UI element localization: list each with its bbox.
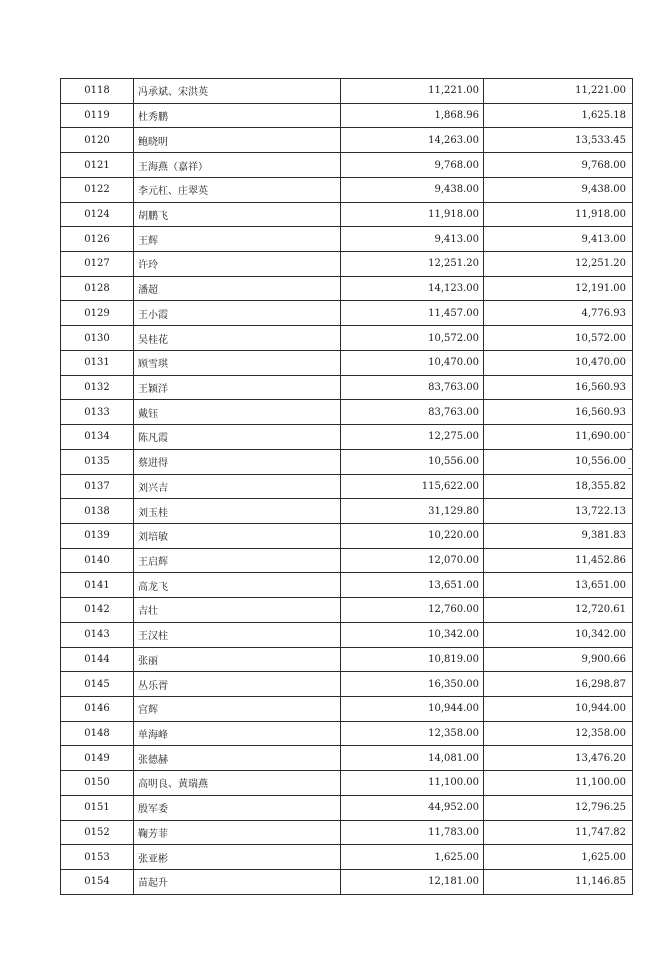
table-row <box>61 153 633 178</box>
paid-amount-cell: 11,690.00 <box>484 425 633 450</box>
holder-name-cell: 张德赫 <box>134 746 341 771</box>
account-code-cell: 0122 <box>61 177 134 202</box>
holder-name-cell: 刘兴吉 <box>134 474 341 499</box>
amount-cell: 31,129.80 <box>341 499 484 524</box>
account-code-cell: 0149 <box>61 746 134 771</box>
account-code-cell: 0140 <box>61 548 134 573</box>
amount-cell: 11,783.00 <box>341 820 484 845</box>
paid-amount-cell: 16,560.93 <box>484 375 633 400</box>
paid-amount-cell: 9,381.83 <box>484 523 633 548</box>
amount-cell: 10,220.00 <box>341 523 484 548</box>
account-code-cell: 0154 <box>61 870 134 895</box>
table-row <box>61 128 633 153</box>
amount-cell: 12,358.00 <box>341 721 484 746</box>
table-row <box>61 276 633 301</box>
amount-cell: 9,413.00 <box>341 227 484 252</box>
amount-cell: 11,100.00 <box>341 771 484 796</box>
account-code-cell: 0141 <box>61 573 134 598</box>
amount-cell: 14,123.00 <box>341 276 484 301</box>
holder-name-cell: 王辉 <box>134 227 341 252</box>
paid-amount-cell: 9,438.00 <box>484 177 633 202</box>
amount-cell: 9,438.00 <box>341 177 484 202</box>
paid-amount-cell: 12,251.20 <box>484 252 633 277</box>
table-row <box>61 375 633 400</box>
amount-cell: 13,651.00 <box>341 573 484 598</box>
amount-cell: 1,868.96 <box>341 103 484 128</box>
account-code-cell: 0124 <box>61 202 134 227</box>
account-code-cell: 0148 <box>61 721 134 746</box>
table-row <box>61 103 633 128</box>
table-row <box>61 573 633 598</box>
amount-cell: 1,625.00 <box>341 845 484 870</box>
account-code-cell: 0145 <box>61 672 134 697</box>
table-row <box>61 301 633 326</box>
paid-amount-cell: 10,342.00 <box>484 622 633 647</box>
account-code-cell: 0138 <box>61 499 134 524</box>
amount-cell: 83,763.00 <box>341 375 484 400</box>
paid-amount-cell: 11,221.00 <box>484 79 633 104</box>
paid-amount-cell: 10,556.00 <box>484 449 633 474</box>
account-code-cell: 0126 <box>61 227 134 252</box>
account-code-cell: 0135 <box>61 449 134 474</box>
paid-amount-cell: 13,533.45 <box>484 128 633 153</box>
holder-name-cell: 杜秀鹏 <box>134 103 341 128</box>
holder-name-cell: 胡鹏飞 <box>134 202 341 227</box>
holder-name-cell: 宫辉 <box>134 696 341 721</box>
account-code-cell: 0144 <box>61 647 134 672</box>
paid-amount-cell: 11,146.85 <box>484 870 633 895</box>
holder-name-cell: 殷军委 <box>134 795 341 820</box>
holder-name-cell: 张丽 <box>134 647 341 672</box>
holder-name-cell: 戴钰 <box>134 400 341 425</box>
amount-cell: 12,251.20 <box>341 252 484 277</box>
paid-amount-cell: 10,470.00 <box>484 350 633 375</box>
holder-name-cell: 鲍晓明 <box>134 128 341 153</box>
holder-name-cell: 蔡进得 <box>134 449 341 474</box>
paid-amount-cell: 9,900.66 <box>484 647 633 672</box>
amount-cell: 16,350.00 <box>341 672 484 697</box>
account-code-cell: 0134 <box>61 425 134 450</box>
paid-amount-cell: 13,476.20 <box>484 746 633 771</box>
paid-amount-cell: 11,918.00 <box>484 202 633 227</box>
amount-cell: 9,768.00 <box>341 153 484 178</box>
amount-cell: 12,181.00 <box>341 870 484 895</box>
account-code-cell: 0130 <box>61 326 134 351</box>
holder-name-cell: 许玲 <box>134 252 341 277</box>
table-row <box>61 425 633 450</box>
paid-amount-cell: 12,720.61 <box>484 598 633 623</box>
scan-speck <box>628 468 631 469</box>
table-row <box>61 350 633 375</box>
table-row <box>61 548 633 573</box>
account-code-cell: 0119 <box>61 103 134 128</box>
holder-name-cell: 王海燕（嘉祥） <box>134 153 341 178</box>
holder-name-cell: 吉壮 <box>134 598 341 623</box>
account-code-cell: 0129 <box>61 301 134 326</box>
account-code-cell: 0146 <box>61 696 134 721</box>
account-code-cell: 0142 <box>61 598 134 623</box>
holder-name-cell: 张亚彬 <box>134 845 341 870</box>
paid-amount-cell: 12,191.00 <box>484 276 633 301</box>
table-row <box>61 721 633 746</box>
paid-amount-cell: 13,651.00 <box>484 573 633 598</box>
table-row <box>61 202 633 227</box>
holder-name-cell: 王小霞 <box>134 301 341 326</box>
account-code-cell: 0131 <box>61 350 134 375</box>
account-code-cell: 0137 <box>61 474 134 499</box>
table-row <box>61 771 633 796</box>
table-row <box>61 177 633 202</box>
paid-amount-cell: 9,413.00 <box>484 227 633 252</box>
holder-name-cell: 吴桂花 <box>134 326 341 351</box>
amount-cell: 11,457.00 <box>341 301 484 326</box>
amount-cell: 115,622.00 <box>341 474 484 499</box>
ledger-body <box>61 79 633 895</box>
table-row <box>61 870 633 895</box>
holder-name-cell: 高明良、黄瑞燕 <box>134 771 341 796</box>
paid-amount-cell: 4,776.93 <box>484 301 633 326</box>
amount-cell: 10,470.00 <box>341 350 484 375</box>
account-code-cell: 0121 <box>61 153 134 178</box>
table-row <box>61 746 633 771</box>
holder-name-cell: 王汉柱 <box>134 622 341 647</box>
table-row <box>61 79 633 104</box>
table-row <box>61 820 633 845</box>
amount-cell: 14,263.00 <box>341 128 484 153</box>
table-row <box>61 647 633 672</box>
holder-name-cell: 单海峰 <box>134 721 341 746</box>
scan-speck <box>630 448 633 449</box>
holder-name-cell: 刘培敏 <box>134 523 341 548</box>
holder-name-cell: 冯承斌、宋洪英 <box>134 79 341 104</box>
paid-amount-cell: 11,747.82 <box>484 820 633 845</box>
account-code-cell: 0150 <box>61 771 134 796</box>
paid-amount-cell: 18,355.82 <box>484 474 633 499</box>
ledger-table <box>60 78 633 895</box>
holder-name-cell: 苗起升 <box>134 870 341 895</box>
scan-speck <box>627 432 630 433</box>
holder-name-cell: 顾雪琪 <box>134 350 341 375</box>
holder-name-cell: 王颖洋 <box>134 375 341 400</box>
account-code-cell: 0132 <box>61 375 134 400</box>
amount-cell: 83,763.00 <box>341 400 484 425</box>
account-code-cell: 0153 <box>61 845 134 870</box>
paid-amount-cell: 1,625.00 <box>484 845 633 870</box>
paid-amount-cell: 10,944.00 <box>484 696 633 721</box>
table-row <box>61 252 633 277</box>
paid-amount-cell: 12,358.00 <box>484 721 633 746</box>
holder-name-cell: 潘超 <box>134 276 341 301</box>
paid-amount-cell: 10,572.00 <box>484 326 633 351</box>
amount-cell: 10,556.00 <box>341 449 484 474</box>
account-code-cell: 0127 <box>61 252 134 277</box>
table-row <box>61 795 633 820</box>
table-row <box>61 449 633 474</box>
paid-amount-cell: 13,722.13 <box>484 499 633 524</box>
amount-cell: 10,342.00 <box>341 622 484 647</box>
paid-amount-cell: 12,796.25 <box>484 795 633 820</box>
account-code-cell: 0128 <box>61 276 134 301</box>
table-row <box>61 845 633 870</box>
paid-amount-cell: 11,100.00 <box>484 771 633 796</box>
amount-cell: 10,819.00 <box>341 647 484 672</box>
table-row <box>61 523 633 548</box>
holder-name-cell: 丛乐胥 <box>134 672 341 697</box>
account-code-cell: 0118 <box>61 79 134 104</box>
table-row <box>61 672 633 697</box>
account-code-cell: 0151 <box>61 795 134 820</box>
table-row <box>61 474 633 499</box>
holder-name-cell: 王启辉 <box>134 548 341 573</box>
table-row <box>61 326 633 351</box>
amount-cell: 10,944.00 <box>341 696 484 721</box>
amount-cell: 10,572.00 <box>341 326 484 351</box>
amount-cell: 14,081.00 <box>341 746 484 771</box>
table-row <box>61 400 633 425</box>
account-code-cell: 0143 <box>61 622 134 647</box>
account-code-cell: 0139 <box>61 523 134 548</box>
table-row <box>61 227 633 252</box>
account-code-cell: 0152 <box>61 820 134 845</box>
holder-name-cell: 李元杠、庄翠英 <box>134 177 341 202</box>
paid-amount-cell: 11,452.86 <box>484 548 633 573</box>
account-code-cell: 0133 <box>61 400 134 425</box>
amount-cell: 12,760.00 <box>341 598 484 623</box>
holder-name-cell: 鞠芳菲 <box>134 820 341 845</box>
holder-name-cell: 陈凡霞 <box>134 425 341 450</box>
table-row <box>61 598 633 623</box>
paid-amount-cell: 16,560.93 <box>484 400 633 425</box>
table-row <box>61 622 633 647</box>
holder-name-cell: 高龙飞 <box>134 573 341 598</box>
amount-cell: 44,952.00 <box>341 795 484 820</box>
holder-name-cell: 刘玉桂 <box>134 499 341 524</box>
amount-cell: 11,221.00 <box>341 79 484 104</box>
amount-cell: 12,070.00 <box>341 548 484 573</box>
paid-amount-cell: 1,625.18 <box>484 103 633 128</box>
paid-amount-cell: 16,298.87 <box>484 672 633 697</box>
amount-cell: 12,275.00 <box>341 425 484 450</box>
table-row <box>61 696 633 721</box>
paid-amount-cell: 9,768.00 <box>484 153 633 178</box>
table-row <box>61 499 633 524</box>
account-code-cell: 0120 <box>61 128 134 153</box>
amount-cell: 11,918.00 <box>341 202 484 227</box>
